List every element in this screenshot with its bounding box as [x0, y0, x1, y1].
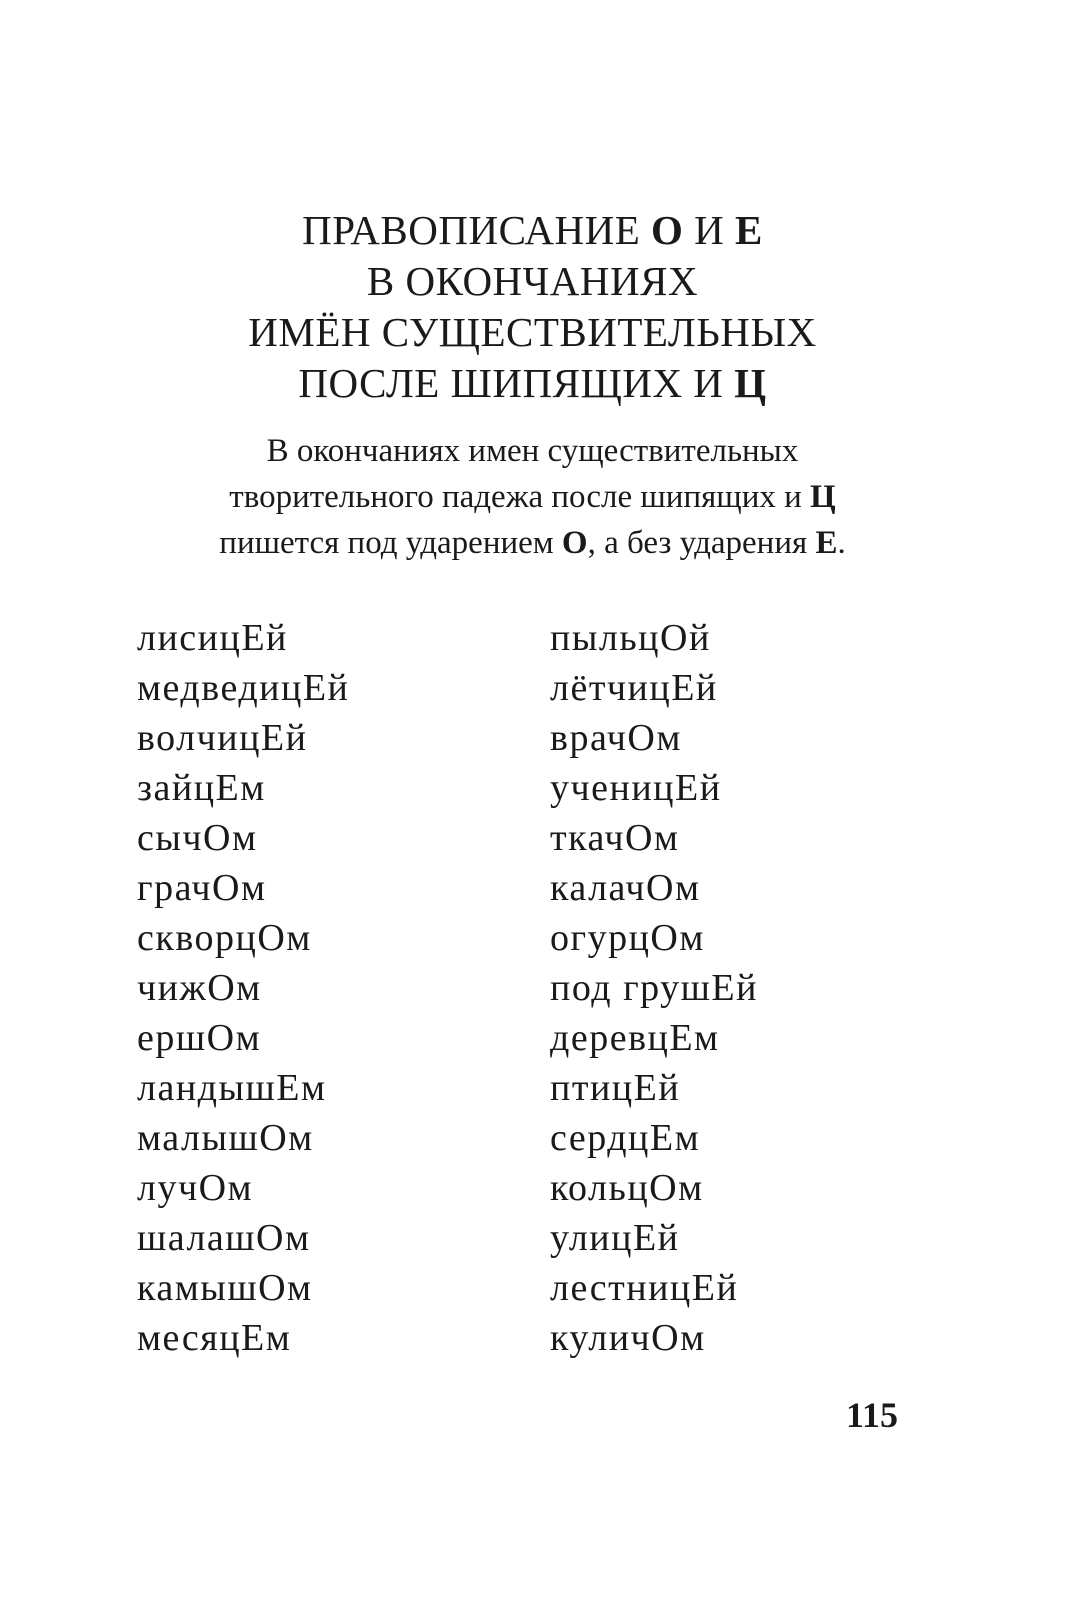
rule-line-3: пишется под ударением О, а без ударения Е.: [219, 525, 846, 561]
list-item: лестницЕй: [550, 1267, 739, 1309]
list-item: шалашОм: [137, 1217, 311, 1259]
list-item: пыльцОй: [550, 617, 711, 659]
list-item: лисицЕй: [137, 617, 288, 659]
list-item: сычОм: [137, 817, 258, 859]
list-item: ершОм: [137, 1017, 262, 1059]
rule-letter-o: О: [561, 525, 588, 561]
page-number: 115: [846, 1395, 899, 1435]
list-item: улицЕй: [550, 1217, 680, 1259]
list-item: огурцОм: [550, 917, 705, 959]
page-title: [0, 205, 1065, 409]
list-item: зайцЕм: [137, 767, 266, 809]
list-item: ученицЕй: [550, 767, 722, 809]
title-letter-o: О: [651, 207, 684, 253]
title-line-4: ПОСЛЕ ШИПЯЩИХ И Ц: [298, 360, 767, 406]
title-letter-e: Е: [735, 207, 763, 253]
list-item: ткачОм: [550, 817, 680, 859]
title-line-2: В ОКОНЧАНИЯХ: [366, 258, 699, 304]
list-item: грачОм: [137, 867, 267, 909]
word-list-right: [550, 613, 758, 1363]
list-item: волчицЕй: [137, 717, 308, 759]
list-item: чижОм: [137, 967, 262, 1009]
word-list-left: [137, 613, 349, 1363]
rule-line-2: творительного падежа после шипящих и Ц: [229, 479, 836, 515]
title-letter-c: Ц: [734, 360, 767, 406]
list-item: птицЕй: [550, 1067, 681, 1109]
list-item: под грушЕй: [550, 967, 758, 1009]
list-item: скворцОм: [137, 917, 312, 959]
list-item: калачОм: [550, 867, 701, 909]
list-item: кольцОм: [550, 1167, 704, 1209]
rule-letter-e: Е: [815, 525, 838, 561]
list-item: врачОм: [550, 717, 682, 759]
list-item: ландышЕм: [137, 1067, 327, 1109]
rule-text: [0, 428, 1065, 566]
list-item: лётчицЕй: [550, 667, 718, 709]
list-item: деревцЕм: [550, 1017, 720, 1059]
list-item: куличОм: [550, 1317, 706, 1359]
list-item: сердцЕм: [550, 1117, 701, 1159]
list-item: медведицЕй: [137, 667, 350, 709]
title-line-3: ИМЁН СУЩЕСТВИТЕЛЬНЫХ: [248, 309, 817, 355]
rule-line-1: В окончаниях имен существительных: [266, 433, 799, 469]
list-item: лучОм: [137, 1167, 254, 1209]
list-item: месяцЕм: [137, 1317, 292, 1359]
title-line-1: ПРАВОПИСАНИЕ О И Е: [302, 207, 763, 253]
list-item: камышОм: [137, 1267, 313, 1309]
rule-letter-c: Ц: [810, 479, 836, 515]
list-item: малышОм: [137, 1117, 314, 1159]
